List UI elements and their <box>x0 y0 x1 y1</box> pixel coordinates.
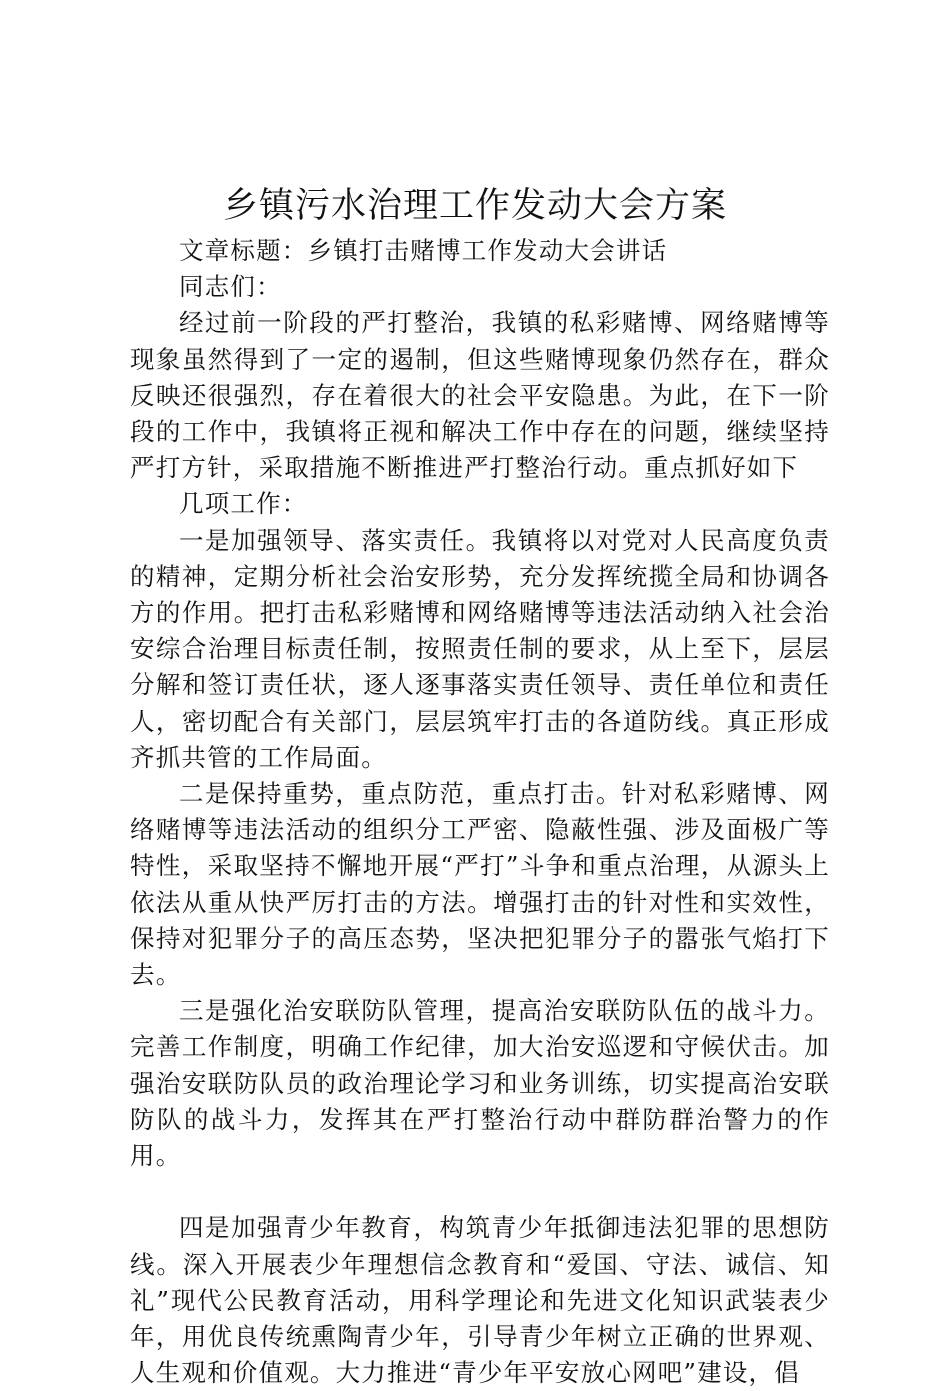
paragraph-item-2: 二是保持重势，重点防范，重点打击。针对私彩赌博、网络赌博等违法活动的组织分工严密、隐蔽性强、涉及面极广等特性，采取坚持不懈地开展“严打”斗争和重点治理，从源头上依法从重从快严厉打击的方法。增强打击的针对性和实效性，保持对犯罪分子的高压态势，坚决把犯罪分子的嚣张气焰打下去。 <box>130 779 830 990</box>
document-title: 乡镇污水治理工作发动大会方案 <box>222 186 727 226</box>
article-title-line: 文章标题：乡镇打击赌博工作发动大会讲话 <box>179 236 668 265</box>
salutation: 同志们： <box>179 272 282 302</box>
document-body <box>130 233 830 1391</box>
paragraph-item-3: 三是强化治安联防队管理，提高治安联防队伍的战斗力。完善工作制度，明确工作纪律，加大治安巡逻和守候伏击。加强治安联防队员的政治理论学习和业务训练，切实提高治安联防队的战斗力，发挥其在严打整治行动中群防群治警力的作用。 <box>130 996 830 1171</box>
paragraph-item-1: 一是加强领导、落实责任。我镇将以对党对人民高度负责的精神，定期分析社会治安形势，充分发挥统揽全局和协调各方的作用。把打击私彩赌博和网络赌博等违法活动纳入社会治安综合治理目标责任制，按照责任制的要求，从上至下，层层分解和签订责任状，逐人逐事落实责任领导、责任单位和责任人，密切配合有关部门，层层筑牢打击的各道防线。真正形成齐抓共管的工作局面。 <box>130 525 830 772</box>
paragraph-spacer <box>130 1174 830 1210</box>
paragraph-item-4: 四是加强青少年教育，构筑青少年抵御违法犯罪的思想防线。深入开展表少年理想信念教育和“爱国、守法、诚信、知礼”现代公民教育活动，用科学理论和先进文化知识武装表少年，用优良传统熏陶青少年，引导青少年树立正确的世界观、人生观和价值观。大力推进“青少年平安放心网吧”建设，倡 <box>130 1213 830 1388</box>
paragraph-intro: 经过前一阶段的严打整治，我镇的私彩赌博、网络赌博等现象虽然得到了一定的遏制，但这些赌博现象仍然存在，群众反映还很强烈，存在着很大的社会平安隐患。为此，在下一阶段的工作中，我镇将正视和解决工作中存在的问题，继续坚持严打方针，采取措施不断推进严打整治行动。重点抓好如下 <box>130 308 830 483</box>
paragraph-intro-continued: 几项工作： <box>179 489 308 519</box>
